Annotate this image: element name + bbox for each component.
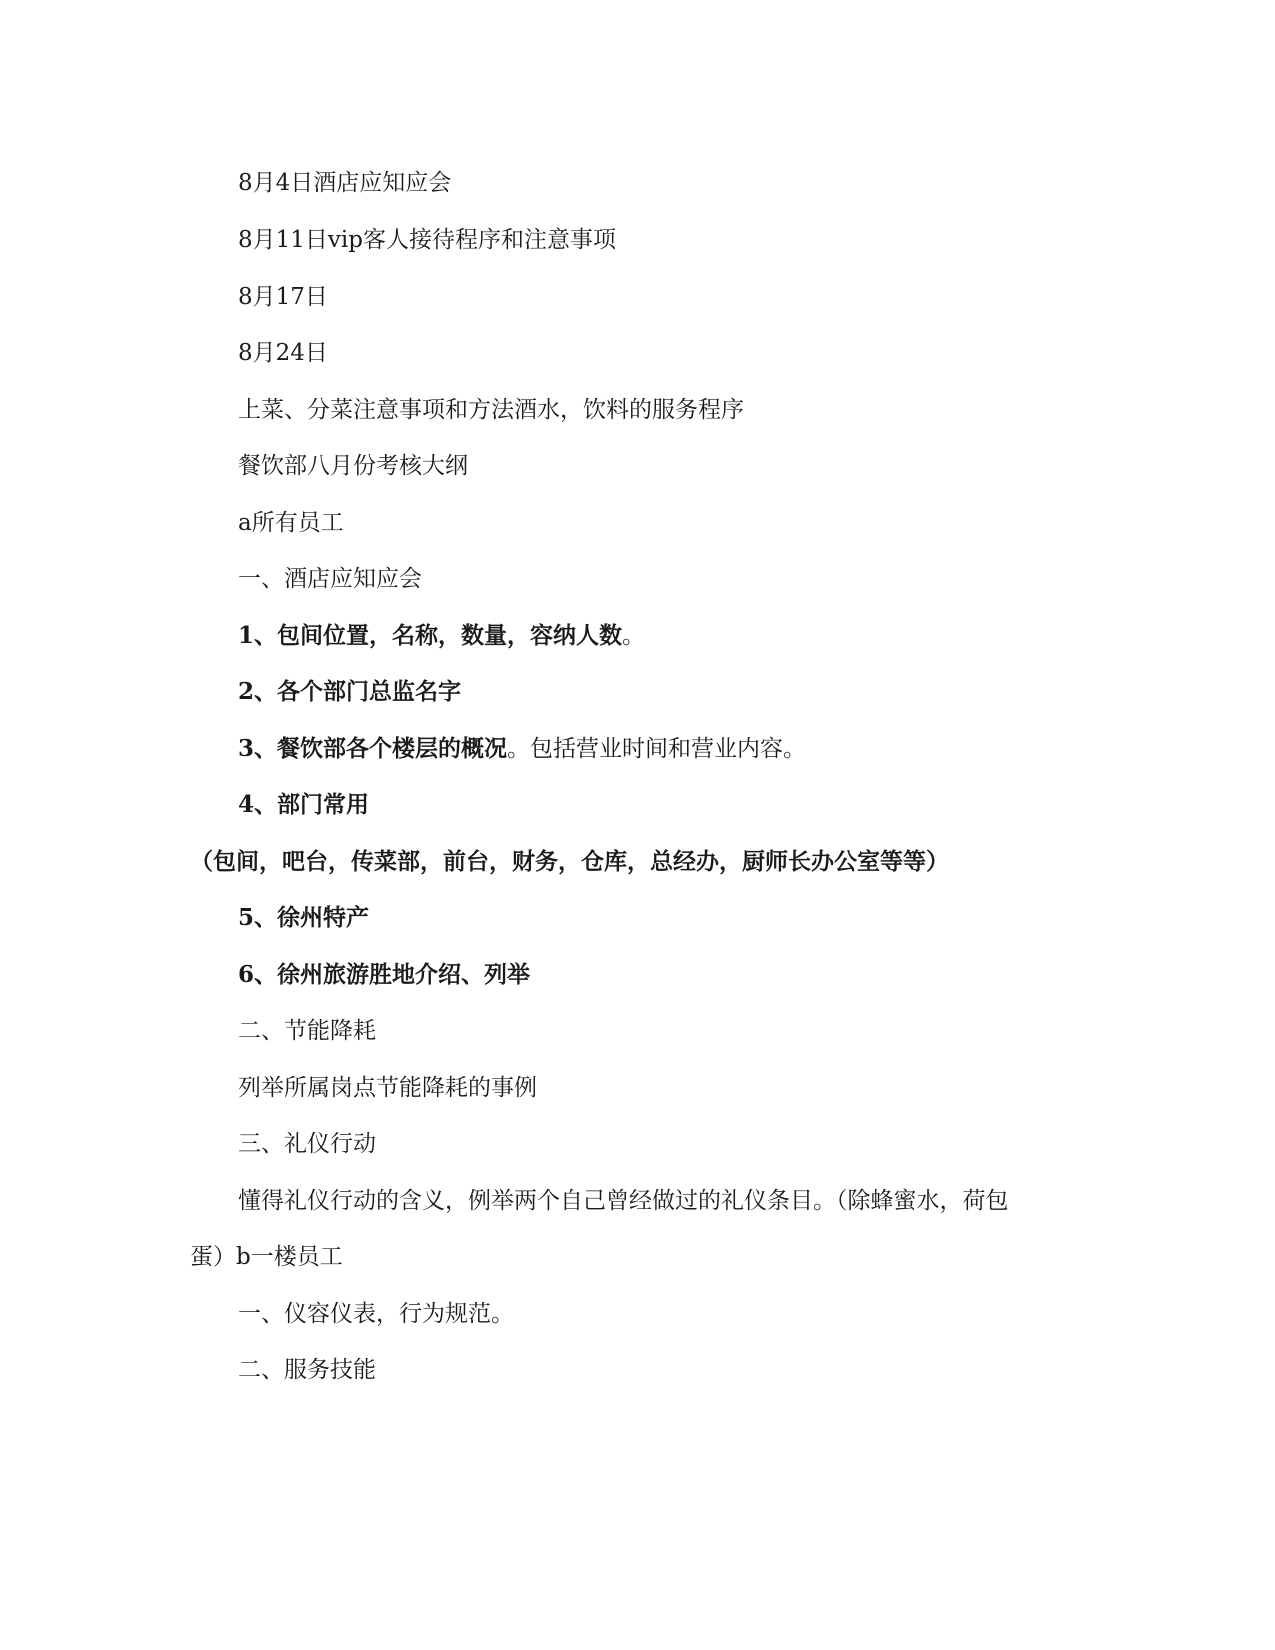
doc-line: 上菜、分菜注意事项和方法酒水，饮料的服务程序 [238,397,744,423]
doc-line: 列举所属岗点节能降耗的事例 [238,1075,537,1101]
doc-item [238,621,645,651]
doc-item-continuation: （包间，吧台，传菜部，前台，财务，仓库，总经办，厨师长办公室等等） [190,848,949,875]
doc-section-heading: 二、节能降耗 [238,1018,376,1044]
doc-item: 6、徐州旅游胜地介绍、列举 [238,961,531,988]
doc-heading: 餐饮部八月份考核大纲 [238,453,468,479]
doc-item [238,734,806,764]
doc-item-bold: 1、包间位置，名称，数量，容纳人数 [238,622,623,649]
doc-section-heading: 三、礼仪行动 [238,1131,376,1157]
doc-line: 8月24日 [238,340,328,366]
doc-item: 4、部门常用 [238,791,370,818]
doc-line: 8月11日vip客人接待程序和注意事项 [238,227,616,253]
doc-line: a所有员工 [238,510,344,536]
doc-line: 一、仪容仪表，行为规范。 [238,1301,514,1327]
doc-item-tail: 。 [622,623,646,649]
doc-item-tail: 。包括营业时间和营业内容。 [507,736,807,762]
doc-line: 8月4日酒店应知应会 [238,170,452,196]
doc-item: 5、徐州特产 [238,904,370,931]
doc-line: 8月17日 [238,284,328,310]
doc-section-heading: 一、酒店应知应会 [238,566,422,592]
doc-item: 2、各个部门总监名字 [238,678,462,705]
doc-item-bold: 3、餐饮部各个楼层的概况 [238,735,508,762]
doc-section-heading: 二、服务技能 [238,1357,376,1383]
doc-line-continuation: 蛋）b一楼员工 [190,1244,343,1270]
doc-line: 懂得礼仪行动的含义，例举两个自己曾经做过的礼仪条目。（除蜂蜜水，荷包 [238,1188,1009,1214]
